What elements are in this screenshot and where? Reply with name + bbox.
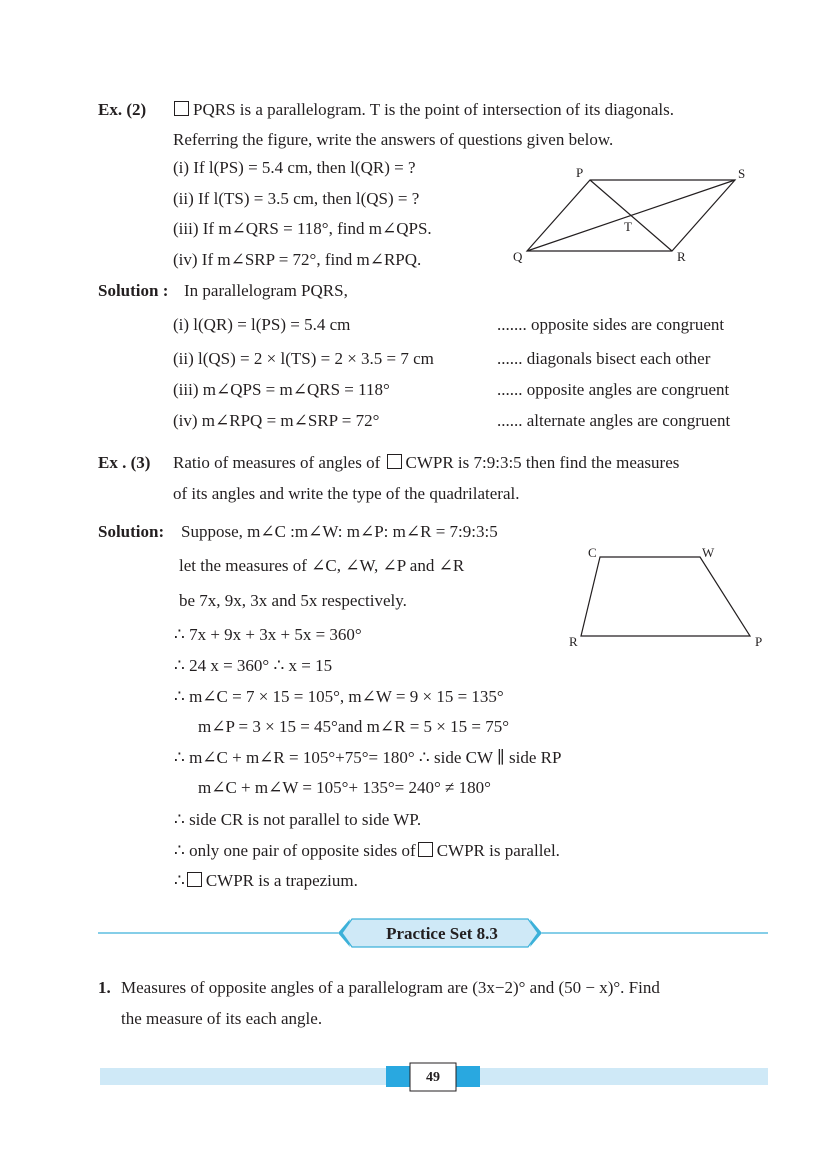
vertex-label-w: W <box>702 545 715 560</box>
practice-q1-number: 1. <box>98 978 111 997</box>
sol3-line-3: be 7x, 9x, 3x and 5x respectively. <box>179 591 407 610</box>
sol2-stmt-3: (iii) m∠QPS = m∠QRS = 118° <box>173 380 390 399</box>
sol3-line-7: m∠P = 3 × 15 = 45°and m∠R = 5 × 15 = 75° <box>198 717 510 736</box>
ex3-label: Ex . (3) <box>98 453 151 472</box>
practice-set-title: Practice Set 8.3 <box>386 924 498 943</box>
sol3-label: Solution: <box>98 522 165 541</box>
sol3-line-6: ∴ m∠C = 7 × 15 = 105°, m∠W = 9 × 15 = 135° <box>174 687 504 706</box>
ex2-question-3: (iii) If m∠QRS = 118°, find m∠QPS. <box>173 219 432 238</box>
sol3-line-11: ∴ only one pair of opposite sides of CWPR is parallel. <box>174 841 560 860</box>
sol3-line-2: let the measures of ∠C, ∠W, ∠P and ∠R <box>179 556 465 575</box>
sol3-line-10: ∴ side CR is not parallel to side WP. <box>174 810 422 829</box>
sol2-stmt-4: (iv) m∠RPQ = m∠SRP = 72° <box>173 411 380 430</box>
ex2-question-4: (iv) If m∠SRP = 72°, find m∠RPQ. <box>173 250 422 269</box>
sol3-line-9: m∠C + m∠W = 105°+ 135°= 240° ≠ 180° <box>198 778 491 797</box>
ex3-line1: Ratio of measures of angles of CWPR is 7:9:3:5 then find the measures <box>173 453 680 472</box>
vertex-label-p: P <box>576 165 584 180</box>
vertex-label-q: Q <box>513 249 523 264</box>
sol3-line-4: ∴ 7x + 9x + 3x + 5x = 360° <box>174 625 362 644</box>
vertex-label-p2: P <box>755 634 763 649</box>
sol3-line-8: ∴ m∠C + m∠R = 105°+75°= 180° ∴ side CW ∥ side RP <box>174 748 562 767</box>
sol2-stmt-1: (i) l(QR) = l(PS) = 5.4 cm <box>173 315 351 334</box>
sol2-stmt-2: (ii) l(QS) = 2 × l(TS) = 2 × 3.5 = 7 cm <box>173 349 434 368</box>
ex3-line2: of its angles and write the type of the quadrilateral. <box>173 484 520 503</box>
vertex-label-c: C <box>588 545 597 560</box>
vertex-label-r: R <box>677 249 686 264</box>
ex2-question-2: (ii) If l(TS) = 3.5 cm, then l(QS) = ? <box>173 189 420 208</box>
vertex-label-r2: R <box>569 634 578 649</box>
practice-q1-line1: Measures of opposite angles of a parallelogram are (3x−2)° and (50 − x)°. Find <box>121 978 660 997</box>
sol2-reason-2: ...... diagonals bisect each other <box>497 349 711 368</box>
trapezium-figure <box>569 545 762 649</box>
parallelogram-figure <box>513 165 745 264</box>
sol3-line-1: Suppose, m∠C :m∠W: m∠P: m∠R = 7:9:3:5 <box>181 522 498 541</box>
sol3-line-5: ∴ 24 x = 360° ∴ x = 15 <box>174 656 333 675</box>
ex2-label: Ex. (2) <box>98 100 147 119</box>
sol2-reason-1: ....... opposite sides are congruent <box>497 315 725 334</box>
sol2-reason-3: ...... opposite angles are congruent <box>497 380 730 399</box>
page-number: 49 <box>426 1070 440 1085</box>
ex2-line1: PQRS is a parallelogram. T is the point of intersection of its diagonals. <box>172 99 674 121</box>
point-label-t: T <box>624 219 632 234</box>
sol3-line-12: ∴ CWPR is a trapezium. <box>174 871 358 890</box>
ex2-question-1: (i) If l(PS) = 5.4 cm, then l(QR) = ? <box>173 158 416 177</box>
sol2-label: Solution : <box>98 281 169 300</box>
vertex-label-s: S <box>738 166 746 181</box>
sol2-reason-4: ...... alternate angles are congruent <box>497 411 731 430</box>
practice-q1-line2: the measure of its each angle. <box>121 1009 323 1028</box>
sol2-intro: In parallelogram PQRS, <box>184 281 348 300</box>
trapezium-outline <box>581 557 750 636</box>
ex2-line2: Referring the figure, write the answers of questions given below. <box>173 130 614 149</box>
